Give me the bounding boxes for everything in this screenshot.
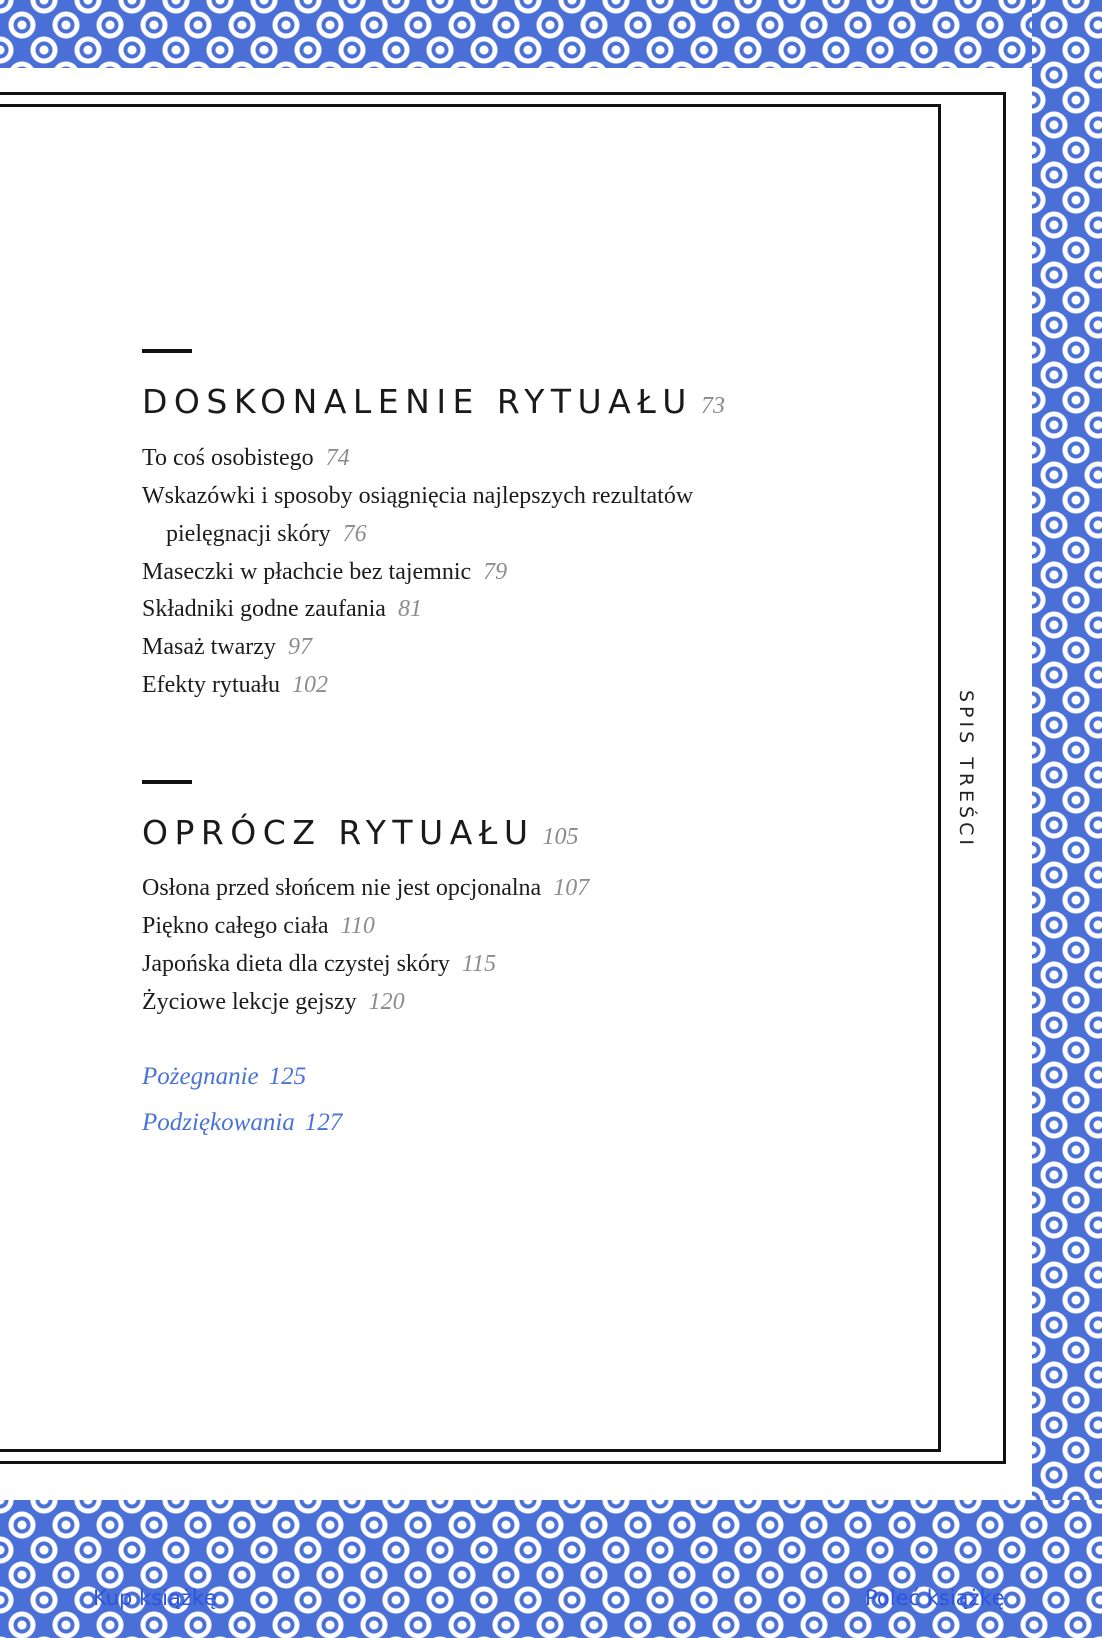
section-title-oprocz [142,813,578,852]
toc-entry[interactable] [142,911,375,941]
side-label-table-of-contents: SPIS TREŚCI [955,690,977,849]
toc-entry[interactable] [142,632,312,662]
toc-entry[interactable] [142,949,496,979]
toc-entry-page: 79 [483,559,508,585]
toc-entry-podziekowania[interactable] [142,1109,342,1137]
toc-entry-text: Japońska dieta dla czystej skóry [142,951,450,977]
toc-entry[interactable] [142,443,350,473]
section-title-text: OPRÓCZ RYTUAŁU [142,813,535,852]
toc-entry-page: 107 [553,875,590,901]
toc-entry-page: 115 [461,951,497,977]
toc-entry-text: Masaż twarzy [142,634,276,660]
toc-entry-pozegnanie[interactable] [142,1063,306,1091]
toc-entry-text: Pożegnanie [142,1063,259,1090]
toc-entry[interactable] [142,987,405,1017]
toc-entry[interactable] [142,557,507,587]
toc-entry-page: 127 [304,1109,343,1136]
toc-entry-page: 76 [342,521,367,547]
toc-entry-page: 81 [397,596,422,622]
section-title-text: DOSKONALENIE RYTUAŁU [142,382,693,421]
section-divider [142,780,192,784]
toc-entry-text: Piękno całego ciała [142,913,329,939]
toc-entry-page: 110 [340,913,375,939]
toc-entry-text: Efekty rytuału [142,672,280,698]
toc-entry[interactable] [142,670,328,700]
hexagon-pattern-right [1032,0,1102,1638]
section-title-doskonalenie [142,382,725,421]
toc-entry[interactable] [142,873,589,903]
hexagon-pattern-bottom [0,1500,1102,1638]
section-page-number: 73 [700,393,725,419]
toc-entry-text: Maseczki w płachcie bez tajemnic [142,559,472,585]
toc-entry-text: To coś osobistego [142,445,314,471]
recommend-book-link[interactable]: Poleć książkę [865,1586,1005,1610]
toc-entry-text: Wskazówki i sposoby osiągnięcia najlepszych rezultatów [142,483,694,509]
hexagon-pattern-top [0,0,1102,68]
page-frame-inner [0,104,941,1452]
toc-entry-page: 97 [287,634,312,660]
toc-entry[interactable] [142,594,422,624]
section-divider [142,349,192,353]
toc-entry-text: Życiowe lekcje gejszy [142,989,357,1015]
toc-entry-page: 120 [368,989,405,1015]
toc-entry[interactable] [142,481,693,511]
toc-entry-continuation[interactable] [166,519,367,549]
toc-entry-page: 74 [325,445,350,471]
section-page-number: 105 [542,824,579,850]
toc-entry-text: Składniki godne zaufania [142,596,386,622]
toc-entry-page: 125 [268,1063,307,1090]
toc-entry-text: Podziękowania [142,1109,295,1136]
toc-entry-text: Osłona przed słońcem nie jest opcjonalna [142,875,542,901]
toc-entry-page: 102 [291,672,328,698]
toc-entry-text: pielęgnacji skóry [166,521,331,547]
buy-book-link[interactable]: Kup książkę [93,1586,217,1610]
